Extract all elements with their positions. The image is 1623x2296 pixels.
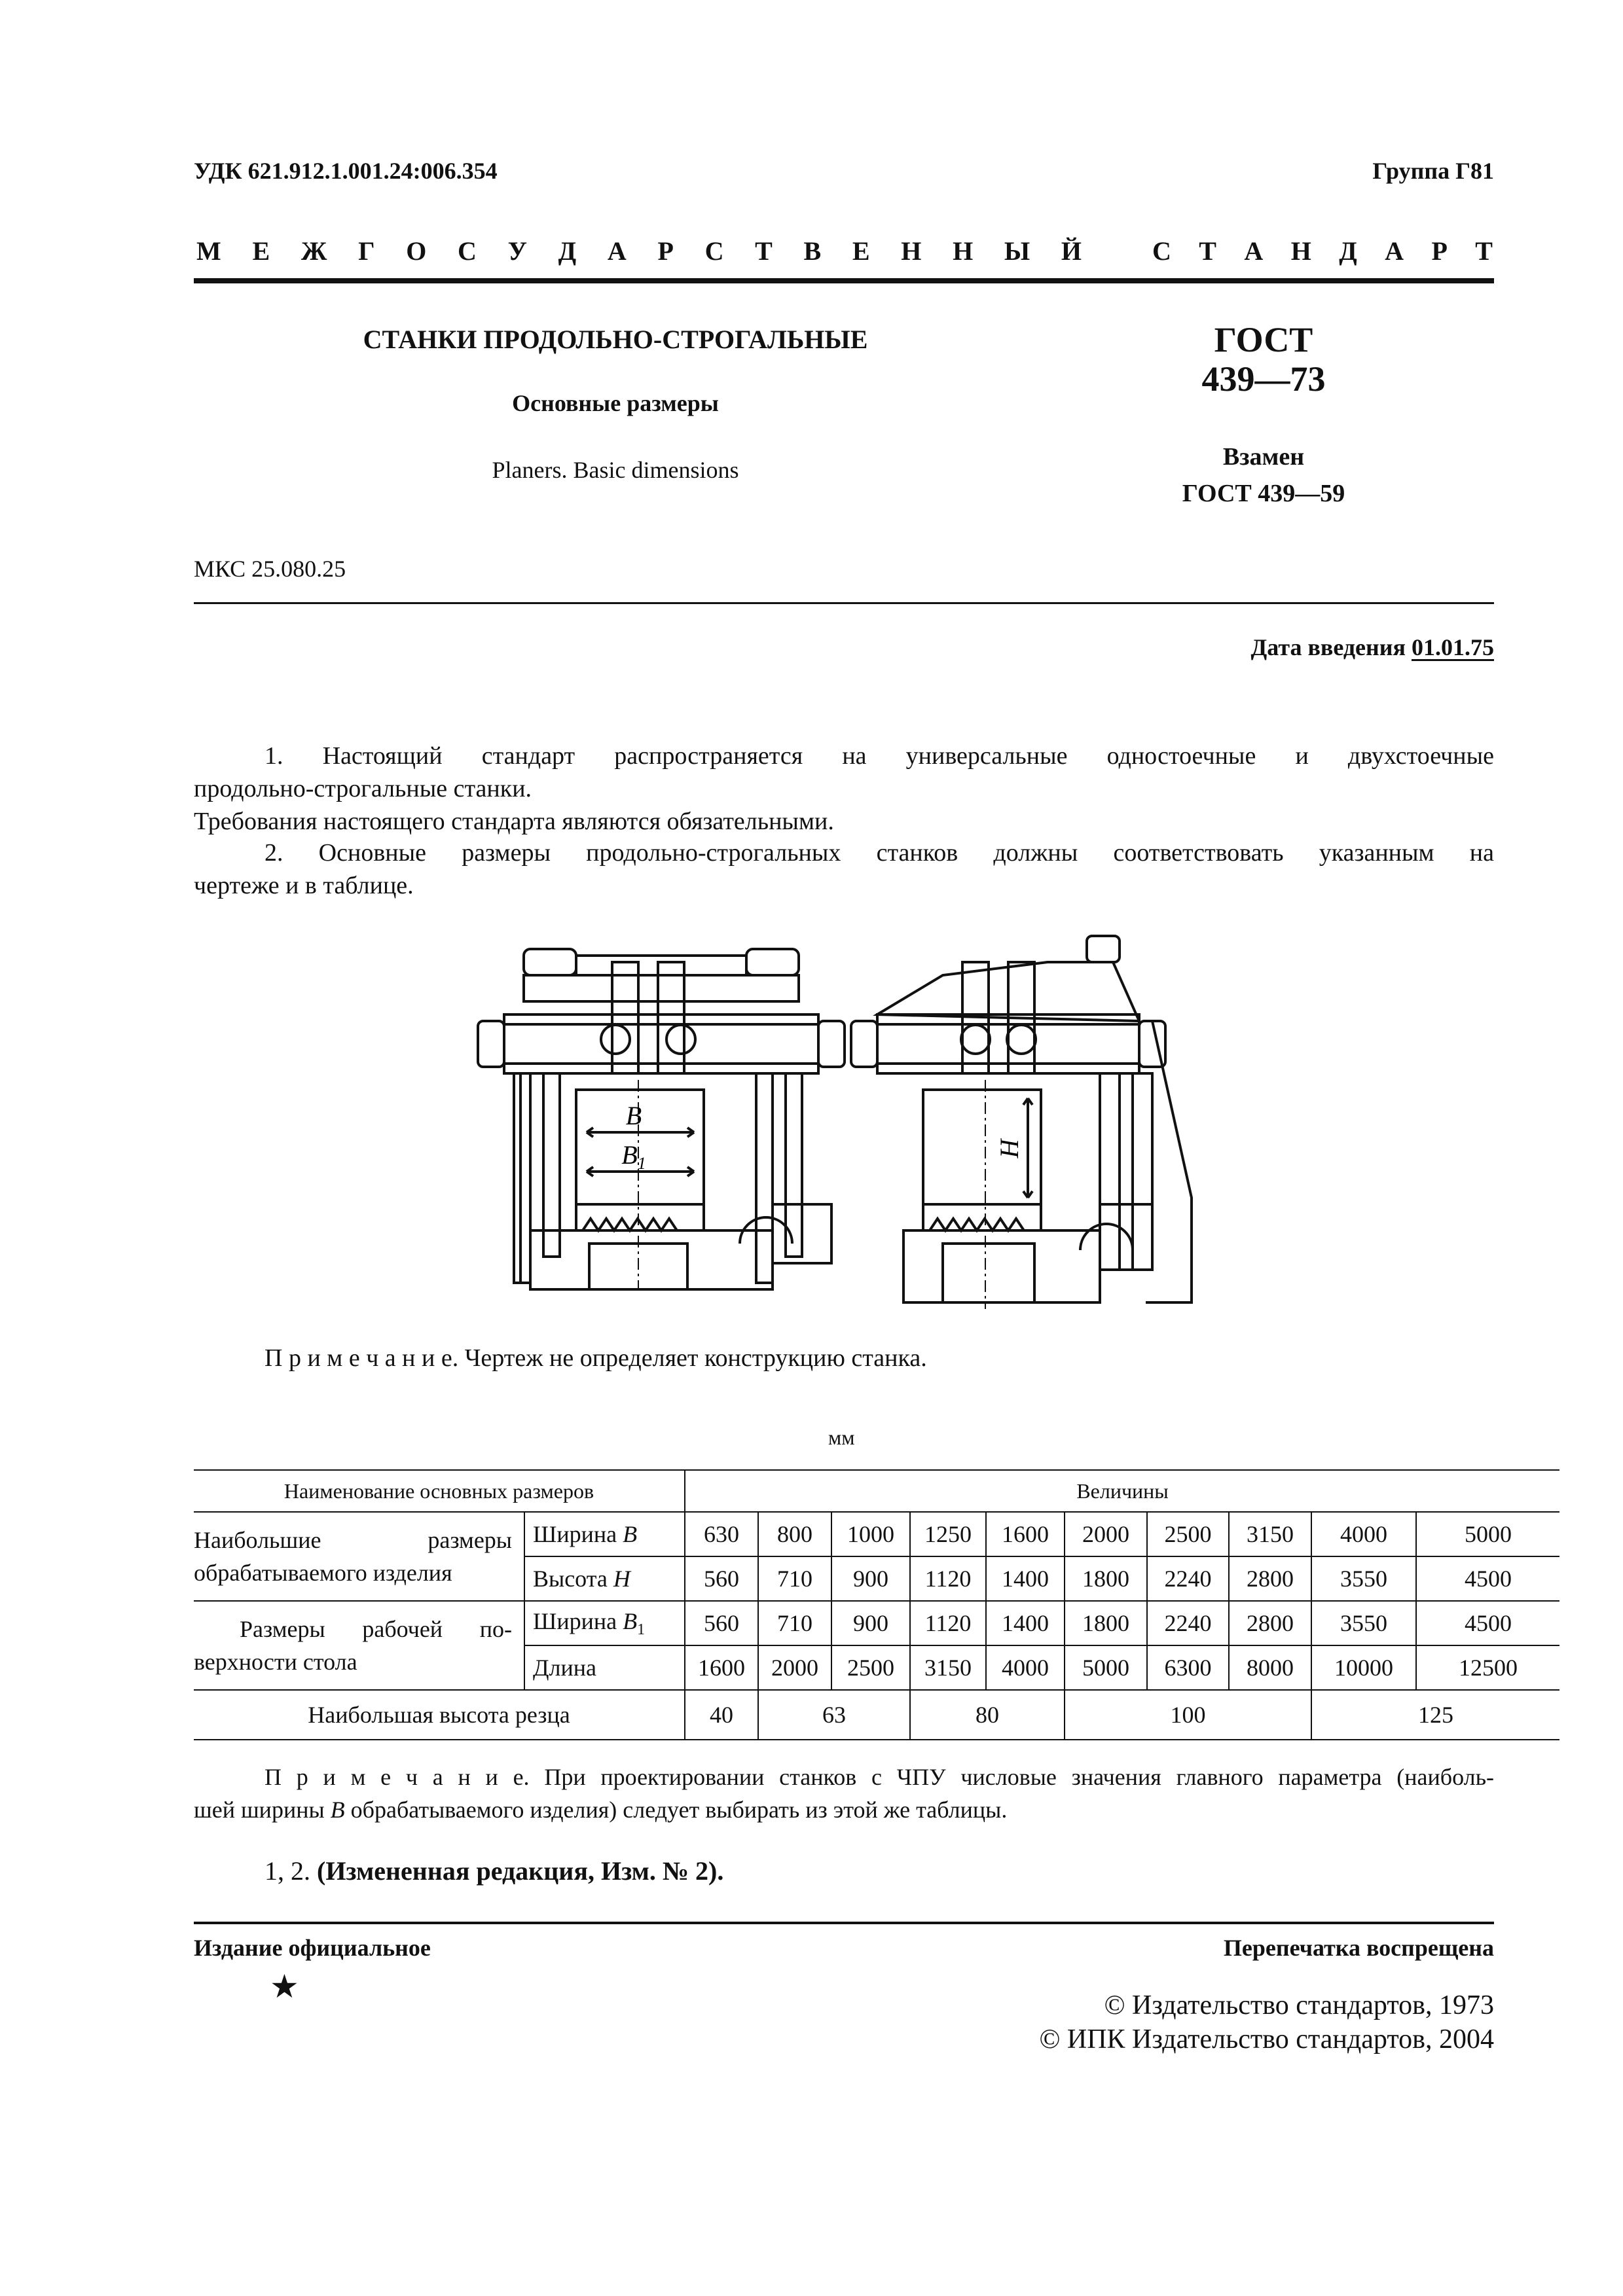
table-row (194, 1512, 1559, 1556)
banner-rule (194, 278, 1494, 283)
table-cell: 2240 (1147, 1601, 1229, 1645)
table-cell: 2240 (1147, 1556, 1229, 1601)
row-label: Ширина B (524, 1512, 685, 1556)
note-2-label: П р и м е ч а н и е. (264, 1764, 530, 1790)
table-cell: 5000 (1416, 1512, 1559, 1556)
table-cell: 1400 (986, 1556, 1065, 1601)
table-cell: 710 (758, 1601, 831, 1645)
banner-letter: С (704, 236, 724, 266)
introduction-date (1251, 634, 1495, 661)
table-cell: 560 (685, 1556, 758, 1601)
table-cell: 630 (685, 1512, 758, 1556)
table-cell: 1120 (910, 1601, 986, 1645)
table-cell: 10000 (1311, 1645, 1416, 1690)
table-cell: 3150 (910, 1645, 986, 1690)
footer-rule (194, 1922, 1494, 1924)
paragraph-1-cont: продольно-строгальные станки. (194, 775, 532, 802)
table-cell: 4000 (1311, 1512, 1416, 1556)
dimension-h-label: H (994, 1139, 1024, 1158)
table-cell: 560 (685, 1601, 758, 1645)
table-cell: 1400 (986, 1601, 1065, 1645)
dimensions-table (194, 1469, 1559, 1740)
revision-note (264, 1856, 723, 1886)
two-column-planer (478, 949, 845, 1289)
banner-letter: У (507, 236, 527, 266)
table-cell: 12500 (1416, 1645, 1559, 1690)
banner-letter: О (406, 236, 427, 266)
banner-letter: Н (1290, 236, 1311, 266)
mks-code: МКС 25.080.25 (194, 556, 346, 582)
udk-code: УДК 621.912.1.001.24:006.354 (194, 158, 498, 184)
table-cell: 710 (758, 1556, 831, 1601)
doc-subtitle: Основные размеры (512, 390, 719, 416)
table-cell: 40 (685, 1690, 758, 1740)
official-edition: Издание официальное (194, 1935, 431, 1961)
note-1-label: П р и м е ч а н и е. (264, 1344, 459, 1372)
banner-letter: В (803, 236, 822, 266)
banner-left (196, 236, 1082, 266)
banner-letter: Г (358, 236, 375, 266)
row-label: Длина (524, 1645, 685, 1690)
copyright-2004: © ИПК Издательство стандартов, 2004 (1039, 2024, 1494, 2054)
row-label: Ширина $B_1$ (524, 1601, 685, 1645)
table-cell: 2500 (831, 1645, 910, 1690)
banner-letter: Д (1339, 236, 1357, 266)
table-cell: 1600 (685, 1645, 758, 1690)
table-cell: 6300 (1147, 1645, 1229, 1690)
table-header-row (194, 1470, 1559, 1512)
replaces-label: Взамен (1222, 443, 1305, 471)
paragraph-2: Требования настоящего стандарта являются обязательными. (194, 808, 834, 835)
gost-number: 439—73 (1201, 359, 1326, 399)
table-cell: 2000 (1065, 1512, 1147, 1556)
single-column-planer (851, 936, 1192, 1309)
table-cell: 1000 (831, 1512, 910, 1556)
table-cell: 1120 (910, 1556, 986, 1601)
doc-title: СТАНКИ ПРОДОЛЬНО-СТРОГАЛЬНЫЕ (363, 325, 868, 354)
gost-label: ГОСТ (1214, 320, 1313, 359)
row-label: Высота H (524, 1556, 685, 1601)
table-cell: 8000 (1229, 1645, 1311, 1690)
revision-prefix: 1, 2. (264, 1856, 310, 1886)
table-cell: 125 (1311, 1690, 1559, 1740)
table-header-name: Наименование основных размеров (194, 1470, 685, 1512)
table-cell: 2800 (1229, 1556, 1311, 1601)
banner-letter: Й (1061, 236, 1082, 266)
note-2-cont: шей ширины B обрабатываемого изделия) следует выбирать из этой же таблицы. (194, 1797, 1008, 1823)
dimension-b-label: B (625, 1101, 642, 1130)
date-value: 01.01.75 (1412, 634, 1494, 660)
revision-text: (Измененная редакция, Изм. № 2). (317, 1856, 724, 1886)
table-cell: 2000 (758, 1645, 831, 1690)
banner-letter: Д (558, 236, 577, 266)
banner-letter: Р (657, 236, 674, 266)
copyright-1973: © Издательство стандартов, 1973 (1104, 1990, 1494, 2020)
table-cell: 1800 (1065, 1601, 1147, 1645)
table-cell: 3550 (1311, 1556, 1416, 1601)
banner-letter: А (1385, 236, 1404, 266)
date-label: Дата введения (1250, 634, 1406, 660)
table-cell: 3550 (1311, 1601, 1416, 1645)
star-icon: ★ (270, 1968, 299, 2005)
table-cell: 5000 (1065, 1645, 1147, 1690)
table-cell: 100 (1065, 1690, 1311, 1740)
standard-banner (196, 236, 1493, 266)
doc-title-english: Planers. Basic dimensions (492, 457, 739, 483)
banner-letter: С (458, 236, 477, 266)
group-1-label: Наибольшие размеры обрабатываемого изделия (194, 1512, 524, 1601)
note-1 (264, 1342, 927, 1374)
paragraph-3: 2. Основные размеры продольно-строгальных станков должны соответствовать указанным на (264, 839, 1494, 867)
table-unit: мм (828, 1426, 855, 1449)
banner-letter: Р (1431, 236, 1448, 266)
banner-letter: Ы (1004, 236, 1030, 266)
table-row (194, 1690, 1559, 1740)
banner-letter: Т (1199, 236, 1216, 266)
banner-letter: Ж (301, 236, 327, 266)
note-1-text: Чертеж не определяет конструкцию станка. (464, 1344, 927, 1372)
banner-letter: Е (852, 236, 870, 266)
table-cell: 2500 (1147, 1512, 1229, 1556)
table-cell: 63 (758, 1690, 910, 1740)
table-cell: 80 (910, 1690, 1065, 1740)
note-2-text: При проектировании станков с ЧПУ числовые значения главного параметра (наиболь- (544, 1764, 1494, 1790)
dimension-b1-label: $B_1$ (621, 1140, 646, 1173)
table-cell: 1800 (1065, 1556, 1147, 1601)
banner-letter: М (196, 236, 221, 266)
table-cell: 900 (831, 1601, 910, 1645)
title-rule (194, 602, 1494, 604)
table-cell: 4500 (1416, 1556, 1559, 1601)
replaces-number: ГОСТ 439—59 (1182, 480, 1345, 507)
banner-letter: Т (755, 236, 773, 266)
table-row (194, 1601, 1559, 1645)
group-2-label: Размеры рабочей по- верхности стола (194, 1601, 524, 1690)
table-cell: 2800 (1229, 1601, 1311, 1645)
table-header-values: Величины (685, 1470, 1559, 1512)
table-cell: 900 (831, 1556, 910, 1601)
row-label: Наибольшая высота резца (194, 1690, 685, 1740)
paragraph-3-cont: чертеже и в таблице. (194, 872, 414, 899)
planer-drawing (458, 923, 1218, 1316)
banner-letter: Н (953, 236, 974, 266)
paragraph-1: 1. Настоящий стандарт распространяется на универсальные одностоечные и двухстоечные (264, 742, 1494, 770)
table-cell: 1250 (910, 1512, 986, 1556)
reprint-prohibited: Перепечатка воспрещена (1223, 1935, 1494, 1961)
banner-letter: А (1244, 236, 1264, 266)
table-cell: 3150 (1229, 1512, 1311, 1556)
banner-letter: Т (1475, 236, 1493, 266)
banner-letter: А (607, 236, 627, 266)
note-2 (194, 1761, 1494, 1793)
group-code: Группа Г81 (1372, 158, 1494, 184)
table-cell: 800 (758, 1512, 831, 1556)
banner-letter: Н (901, 236, 922, 266)
table-cell: 1600 (986, 1512, 1065, 1556)
banner-letter: Е (252, 236, 270, 266)
table-cell: 4500 (1416, 1601, 1559, 1645)
banner-right (1152, 236, 1493, 266)
table-cell: 4000 (986, 1645, 1065, 1690)
banner-letter: С (1152, 236, 1171, 266)
